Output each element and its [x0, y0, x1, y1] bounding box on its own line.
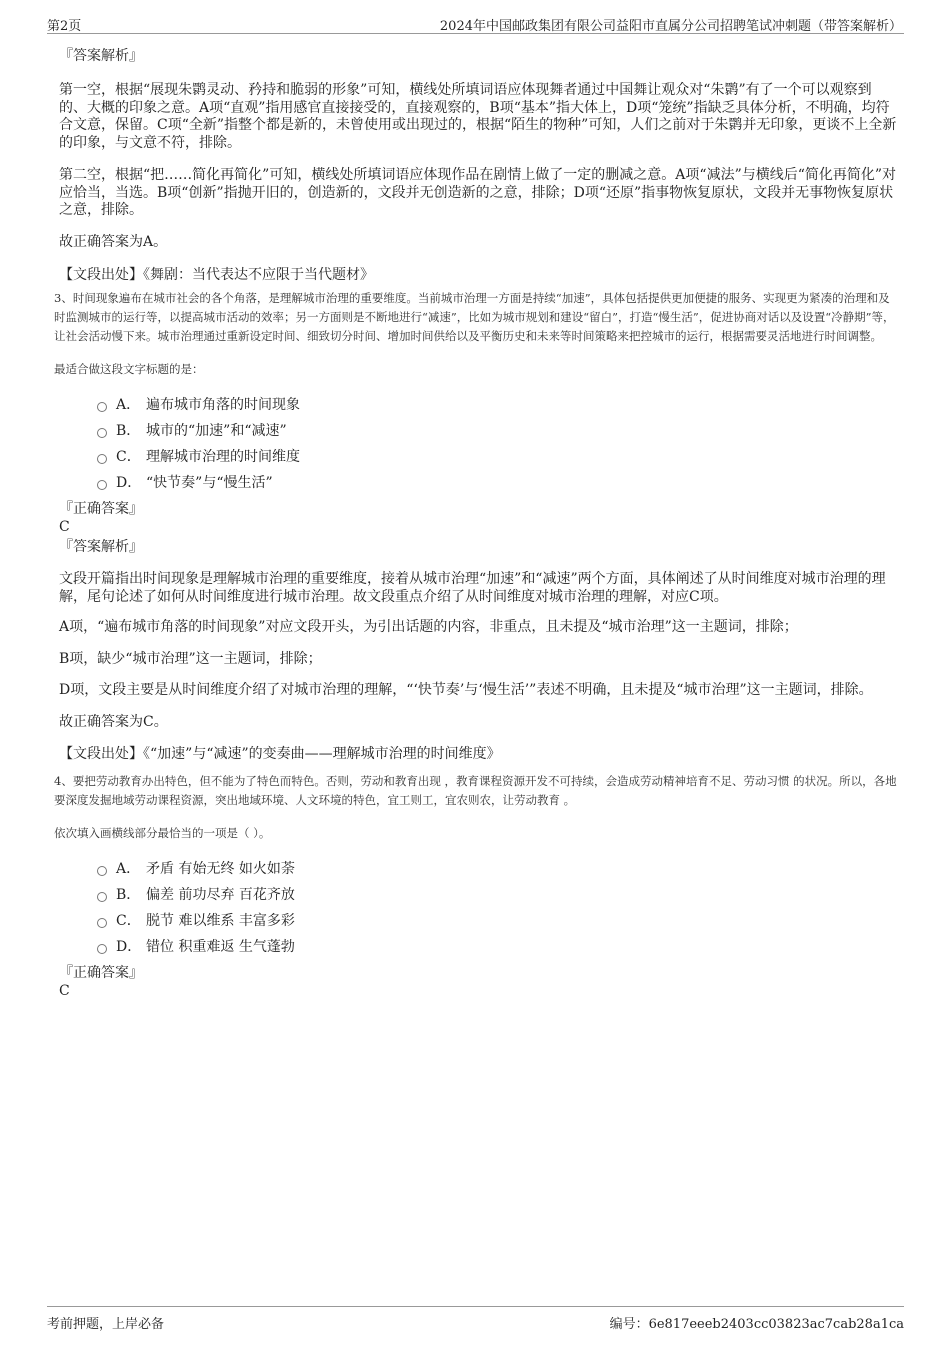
radio-icon[interactable] — [97, 454, 107, 464]
radio-icon[interactable] — [97, 402, 107, 412]
document-title: 2024年中国邮政集团有限公司益阳市直属分公司招聘笔试冲刺题（带答案解析） — [439, 19, 902, 34]
analysis-tag: 『答案解析』 — [59, 539, 143, 555]
option-d[interactable]: D． “快节奏”与“慢生活” — [97, 470, 897, 496]
analysis-paragraph: B项，缺少“城市治理”这一主题词，排除； — [59, 650, 322, 667]
conclusion: 故正确答案为C。 — [59, 713, 168, 730]
option-a[interactable]: A． 矛盾 有始无终 如火如荼 — [97, 856, 897, 882]
conclusion: 故正确答案为A。 — [59, 233, 168, 250]
option-list — [97, 856, 897, 960]
answer-tag: 『正确答案』 — [59, 501, 143, 517]
analysis-paragraph: 文段开篇指出时间现象是理解城市治理的重要维度，接着从城市治理“加速”和“减速”两个方面，具体阐述了从时间维度对城市治理的理解，尾句论述了如何从时间维度进行城市治理。故文段重点介绍了从时间维度对城市治理的理解，对应C项。 — [59, 571, 886, 605]
footer-slogan: 考前押题，上岸必备 — [47, 1317, 165, 1332]
question-text: 4、要把劳动教育办出特色，但不能为了特色而特色。否则，劳动和教育出现 ，教育课程资源开发不可持续，会造成劳动精神培育不足、劳动习惯 的状况。所以，各地要深度发掘地域劳动课程资源，突出地域环境、人文环境的特色，宜工则工，宜农则农，让劳动教育 。 — [54, 774, 897, 807]
question-prompt: 依次填入画横线部分最恰当的一项是（ ）。 — [54, 826, 271, 840]
option-a[interactable]: A． 遍布城市角落的时间现象 — [97, 392, 897, 418]
analysis-paragraph: 第一空，根据“展现朱鹮灵动、矜持和脆弱的形象”可知，横线处所填词语应体现舞者通过中国舞让观众对“朱鹮”有了一个可以观察到的、大概的印象之意。A项“直观”指用感官直接接受的，直接观察的，B项“基本”指大体上，D项“笼统”指缺乏具体分析，不明确，均符合文意，保留。C项“全新”指整个都是新的，未曾使用或出现过的，根据“陌生的物种”可知，人们之前对于朱鹮并无印象，更谈不上全新的印象，与文意不符，排除。 — [59, 82, 897, 151]
page-header — [47, 13, 904, 34]
question-prompt: 最适合做这段文字标题的是： — [54, 362, 204, 376]
radio-icon[interactable] — [97, 944, 107, 954]
source-citation: 【文段出处】《舞剧：当代表达不应限于当代题材》 — [59, 267, 374, 283]
analysis-paragraph: A项，“遍布城市角落的时间现象”对应文段开头，为引出话题的内容，非重点，且未提及“城市治理”这一主题词，排除； — [59, 619, 798, 635]
answer-tag: 『正确答案』 — [59, 965, 143, 981]
option-b[interactable]: B． 偏差 前功尽弃 百花齐放 — [97, 882, 897, 908]
option-c[interactable]: C． 脱节 难以维系 丰富多彩 — [97, 908, 897, 934]
source-citation: 【文段出处】《“加速”与“减速”的变奏曲——理解城市治理的时间维度》 — [59, 746, 501, 762]
answer-value: C — [59, 519, 70, 535]
option-list — [97, 392, 897, 496]
answer-value: C — [59, 983, 70, 999]
page-footer — [47, 1306, 904, 1332]
radio-icon[interactable] — [97, 480, 107, 490]
analysis-paragraph: 第二空，根据“把……简化再简化”可知，横线处所填词语应体现作品在剧情上做了一定的删减之意。A项“减法”与横线后“简化再简化”对应恰当，当选。B项“创新”指抛开旧的，创造新的，文段并无创造新的之意，排除；D项“还原”指事物恢复原状，文段并无事物恢复原状之意，排除。 — [59, 167, 897, 218]
radio-icon[interactable] — [97, 918, 107, 928]
radio-icon[interactable] — [97, 428, 107, 438]
radio-icon[interactable] — [97, 866, 107, 876]
option-c[interactable]: C． 理解城市治理的时间维度 — [97, 444, 897, 470]
radio-icon[interactable] — [97, 892, 107, 902]
question-text: 3、时间现象遍布在城市社会的各个角落，是理解城市治理的重要维度。当前城市治理一方面是持续“加速”，具体包括提供更加便捷的服务、实现更为紧凑的治理和及时监测城市的运行等，以提高城市活动的效率；另一方面则是不断地进行“减速”，比如为城市规划和建设“留白”，打造“慢生活”，促进协商对话以及设置“冷静期”等，让社会活动慢下来。城市治理通过重新设定时间、细致切分时间、增加时间供给以及平衡历史和未来等时间策略来把控城市的运行，根据需要灵活地进行时间调整。 — [54, 291, 895, 343]
document-body — [54, 44, 897, 1000]
option-d[interactable]: D． 错位 积重难返 生气蓬勃 — [97, 934, 897, 960]
option-b[interactable]: B． 城市的“加速”和“减速” — [97, 418, 897, 444]
analysis-paragraph: D项，文段主要是从时间维度介绍了对城市治理的理解，“‘快节奏’与‘慢生活’”表述不明确，且未提及“城市治理”这一主题词，排除。 — [59, 682, 873, 698]
page-number: 第2页 — [47, 19, 82, 34]
document-id: 编号：6e817eeeb2403cc03823ac7cab28a1ca — [609, 1317, 904, 1332]
analysis-tag: 『答案解析』 — [59, 48, 143, 64]
